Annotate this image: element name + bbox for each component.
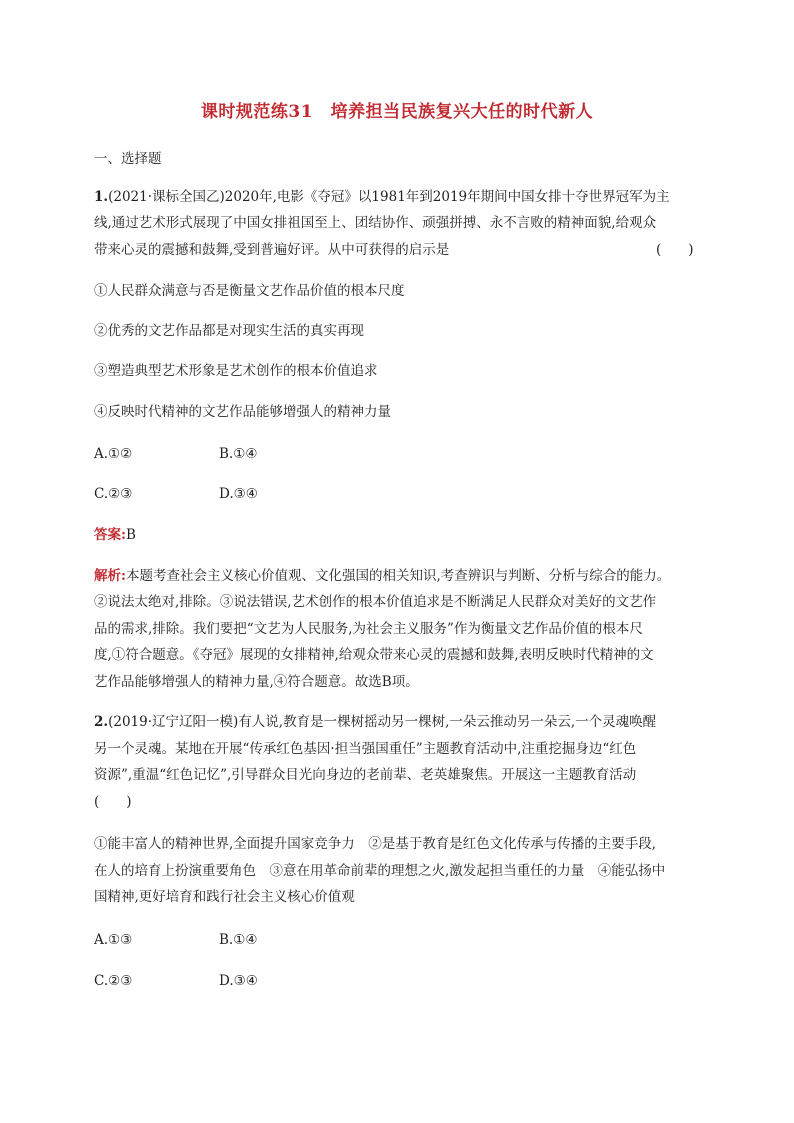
q2-statement-line: 在人的培育上扮演重要角色 ③意在用革命前辈的理想之火,激发起担当重任的力量 ④能弘扬中: [94, 863, 666, 879]
q1-analysis-line: 品的需求,排除。我们要把“文艺为人民服务,为社会主义服务”作为衡量文艺作品价值的根本尺: [94, 621, 643, 637]
q1-answer-paren: ( ): [656, 242, 694, 258]
q1-option-c: C.②③: [94, 486, 133, 502]
q2-option-a: A.①③: [94, 932, 133, 948]
q2-statement-line: ①能丰富人的精神世界,全面提升国家竞争力 ②是基于教育是红色文化传承与传播的主要手段,: [94, 836, 657, 852]
answer-label: 答案:: [94, 527, 126, 543]
q1-answer: [94, 525, 136, 545]
q1-statement: ③塑造典型艺术形象是艺术创作的根本价值追求: [94, 363, 378, 379]
q2-option-b: B.①④: [219, 932, 258, 948]
q1-statement: ④反映时代精神的文艺作品能够增强人的精神力量: [94, 404, 391, 420]
q1-analysis-line: ②说法太绝对,排除。③说法错误,艺术创作的根本价值追求是不断满足人民群众对美好的文艺作: [94, 594, 657, 610]
page-title: 课时规范练31 培养担当民族复兴大任的时代新人: [200, 102, 594, 122]
q1-stem-line: 1.(2021·课标全国乙)2020年,电影《夺冠》以1981年到2019年期间中国女排十夺世界冠军为主: [94, 189, 670, 205]
analysis-label: 解析:: [94, 568, 126, 584]
q1-analysis-line: 解析:本题考查社会主义核心价值观、文化强国的相关知识,考查辨识与判断、分析与综合的能力。: [94, 568, 671, 584]
q1-option-d: D.③④: [219, 486, 258, 502]
q2-stem-line: 2.(2019·辽宁辽阳一模)有人说,教育是一棵树摇动另一棵树,一朵云推动另一朵云,一个灵魂唤醒: [94, 714, 657, 730]
q1-option-a: A.①②: [94, 446, 133, 462]
q2-stem-line: 资源”,重温“红色记忆”,引导群众目光向身边的老前辈、老英雄聚焦。开展这一主题教育活动: [94, 767, 637, 783]
q1-stem-line: 带来心灵的震撼和鼓舞,受到普遍好评。从中可获得的启示是: [94, 242, 450, 258]
q1-number: 1.: [94, 189, 109, 205]
section-heading: 一、选择题: [94, 151, 162, 167]
q1-statement: ②优秀的文艺作品都是对现实生活的真实再现: [94, 323, 364, 339]
q2-option-d: D.③④: [219, 973, 258, 989]
q1-statement: ①人民群众满意与否是衡量文艺作品价值的根本尺度: [94, 283, 405, 299]
q2-answer-paren: ( ): [94, 794, 132, 810]
q2-number: 2.: [94, 714, 109, 730]
answer-value: B: [125, 527, 136, 543]
q1-option-b: B.①④: [219, 446, 258, 462]
q1-stem-line: 线,通过艺术形式展现了中国女排祖国至上、团结协作、顽强拼搏、永不言败的精神面貌,给观众: [94, 215, 657, 231]
q1-analysis-line: 艺作品能够增强人的精神力量,④符合题意。故选B项。: [94, 674, 419, 690]
q2-stem-line: 另一个灵魂。某地在开展“传承红色基因·担当强国重任”主题教育活动中,注重挖掘身边“红色: [94, 741, 637, 757]
q1-analysis-line: 度,①符合题意。《夺冠》展现的女排精神,给观众带来心灵的震撼和鼓舞,表明反映时代精神的文: [94, 647, 654, 663]
q2-statement-line: 国精神,更好培育和践行社会主义核心价值观: [94, 889, 355, 905]
q2-option-c: C.②③: [94, 973, 133, 989]
